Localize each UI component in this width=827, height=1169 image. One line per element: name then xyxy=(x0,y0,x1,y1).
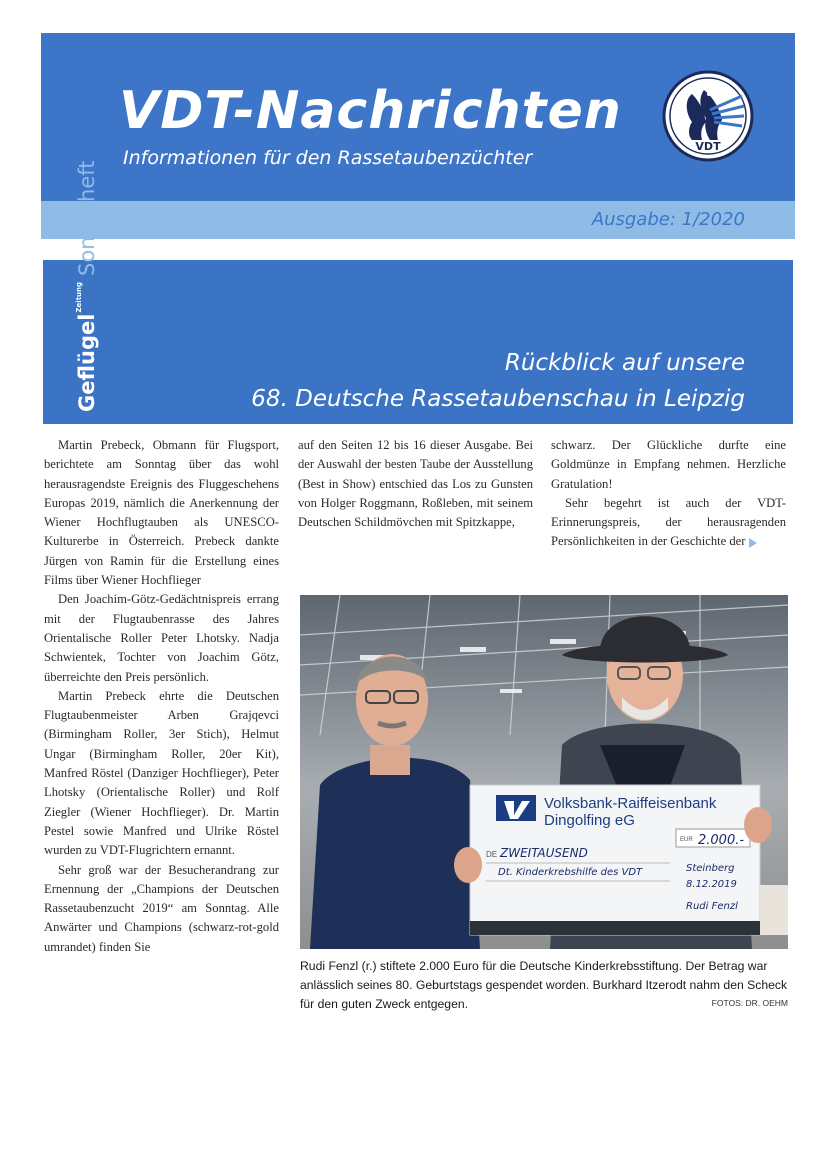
cheque-place: Steinberg xyxy=(686,863,735,874)
brand-small: Zeitung xyxy=(75,281,83,313)
article-column-3 xyxy=(551,436,786,552)
issue-number: Ausgabe: 1/2020 xyxy=(591,209,745,230)
cheque xyxy=(470,785,760,935)
paragraph: Martin Prebeck ehrte die Deutschen Flugtaubenmeister Arben Grajqevci (Birmingham Roller, 3er Stich), Helmut Ungar (Birmingham Roller, 20er Kit), Manfred Röstel (Danziger Hochflieger), Peter Lhotsky (Orientalische Roller) und Rolf Ziegler (Wiener Hochflieger). Dr. Martin Pestel sowie Manfred und Ulrike Röstel wurden zu VDT-Flugrichtern ernannt. xyxy=(44,688,279,858)
masthead-subtitle: Informationen für den Rassetaubenzüchter xyxy=(123,147,533,169)
photo-credit: FOTOS: DR. OEHM xyxy=(711,998,788,1008)
cheque-country: DE xyxy=(486,850,498,859)
cheque-date: 8.12.2019 xyxy=(686,879,737,890)
cheque-bank-name-2: Dingolfing eG xyxy=(544,812,635,829)
vdt-pigeon-logo-icon xyxy=(662,70,754,162)
cheque-currency: EUR xyxy=(680,837,693,843)
caption-text: Rudi Fenzl (r.) stiftete 2.000 Euro für die Deutsche Kinderkrebsstiftung. Der Betrag war anlässlich seines 80. Geburtstags gespendet worden. Burkhard Itzerodt nahm den Scheck für den guten Zweck entgegen. xyxy=(300,959,788,1011)
masthead-title: VDT-Nachrichten xyxy=(119,81,622,141)
article-column-2 xyxy=(298,436,533,532)
paragraph: schwarz. Der Glückliche durfte eine Goldmünze in Empfang nehmen. Herzliche Gratulation! xyxy=(551,438,786,491)
continue-arrow-icon xyxy=(749,538,757,548)
event-photo xyxy=(300,595,788,949)
cheque-amount-words: ZWEITAUSEND xyxy=(500,846,588,860)
article-column-1 xyxy=(44,436,279,957)
cheque-amount: 2.000.- xyxy=(698,833,745,848)
masthead-band xyxy=(41,201,795,239)
cheque-bank-name: Volksbank-Raiffeisenbank xyxy=(544,795,717,812)
photo-illustration xyxy=(300,595,788,949)
banner-headline-line2: 68. Deutsche Rassetaubenschau in Leipzig xyxy=(251,386,745,412)
logo-text: VDT xyxy=(695,140,721,153)
paragraph: auf den Seiten 12 bis 16 dieser Ausgabe. Bei der Auswahl der besten Taube der Ausstellung (Best in Show) entschied das Los zu Gunsten von Holger Roggmann, Roßleben, mit seinem Deutschen Schildmövchen mit Spitzkappe, xyxy=(298,438,533,530)
brand-name: Geflügel xyxy=(75,313,99,412)
cheque-payee: Dt. Kinderkrebshilfe des VDT xyxy=(498,867,643,878)
photo-caption xyxy=(300,957,788,1014)
masthead xyxy=(41,33,795,239)
paragraph-text: Sehr begehrt ist auch der VDT-Erinnerungspreis, der herausragenden Persönlichkeiten in der Geschichte der xyxy=(551,495,786,549)
banner-headline-line1: Rückblick auf unsere xyxy=(504,350,745,376)
paragraph: Sehr groß war der Besucherandrang zur Ernennung der „Champions der Deutschen Rassetaubenzucht 2019“ am Sonntag. Alle Anwärter und Champions (schwarz-rot-gold umrandet) finden Sie xyxy=(44,862,279,954)
edition-label: Sonderheft xyxy=(75,160,99,276)
paragraph: Martin Prebeck, Obmann für Flugsport, berichtete am Sonntag über das wohl herausragendste Ereignis des Fluggeschehens Europas 2019, nämlich die Anerkennung der Wiener Hochflugtauben als UNESCO-Kulturerbe in Österreich. Prebeck dankte Jürgen von Ramin für die Erstellung eines Films über Wiener Hochflieger xyxy=(44,438,279,588)
paragraph xyxy=(551,494,786,552)
paragraph: Den Joachim-Götz-Gedächtnispreis errang mit der Flugtaubenrasse des Jahres Orientalische Roller Peter Lhotsky. Nadja Schwientek, Tochter von Joachim Götz, überreichte den Preis persönlich. xyxy=(44,592,279,684)
banner-vertical-brand xyxy=(75,160,99,412)
cheque-signature: Rudi Fenzl xyxy=(686,901,738,912)
